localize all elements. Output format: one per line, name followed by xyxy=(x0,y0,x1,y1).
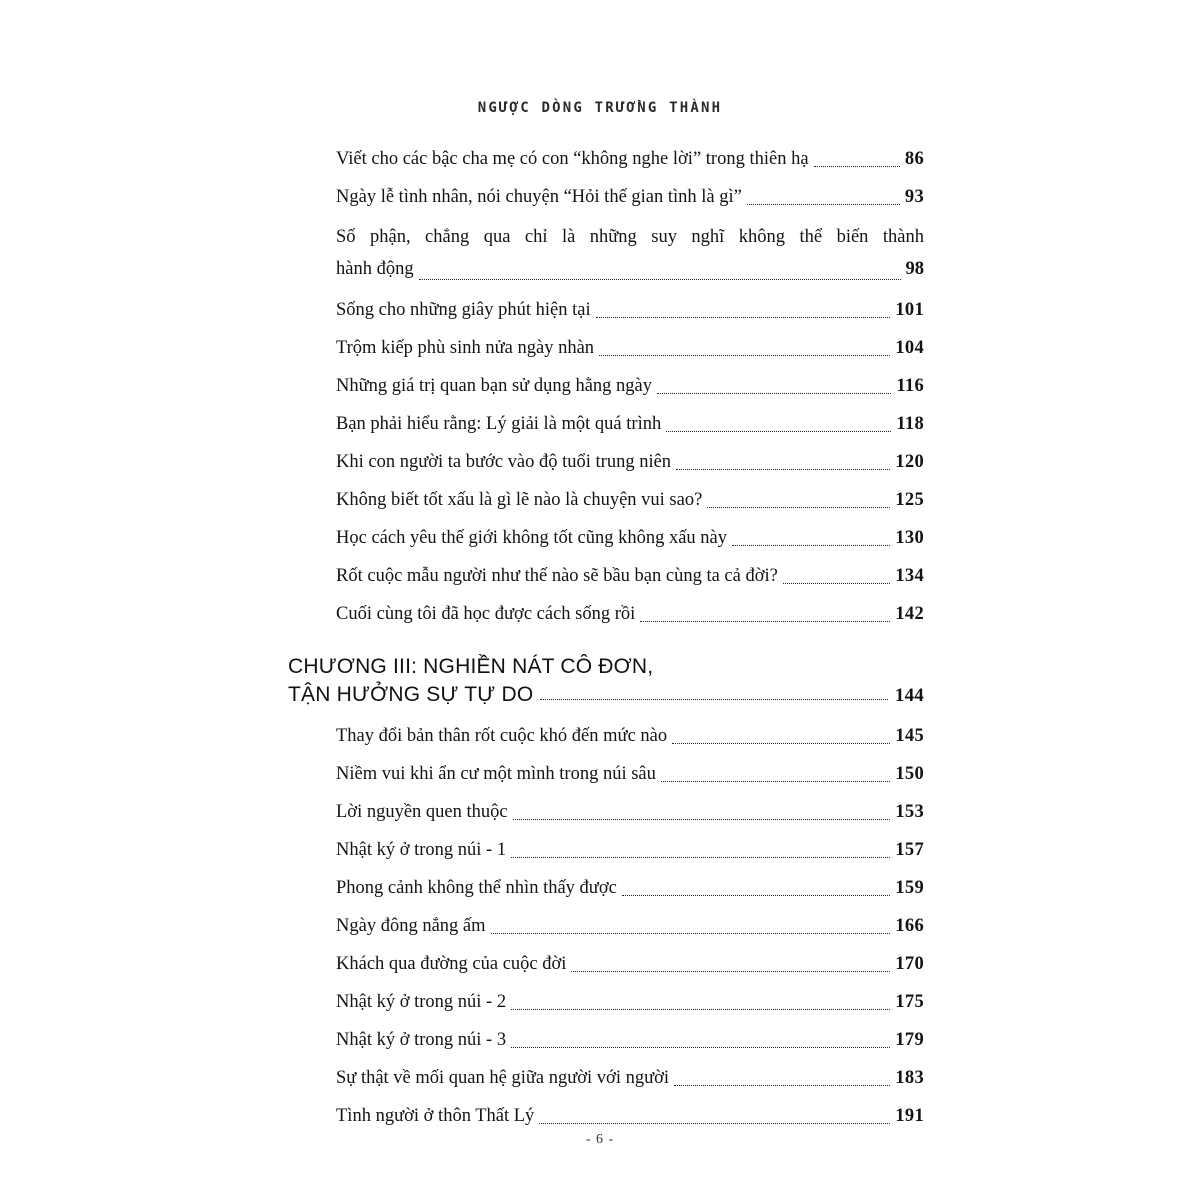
dot-leader xyxy=(511,1046,890,1048)
dot-leader xyxy=(676,468,890,470)
toc-entry-title: Học cách yêu thế giới không tốt cũng không xấu này xyxy=(336,527,727,548)
toc-entry[interactable] xyxy=(288,799,924,826)
toc-entry-page: 170 xyxy=(895,953,924,974)
dot-leader xyxy=(571,970,890,972)
dot-leader xyxy=(622,894,891,896)
toc-entry-title: Ngày lễ tình nhân, nói chuyện “Hỏi thế gian tình là gì” xyxy=(336,187,742,207)
toc-entry-page: 183 xyxy=(895,1067,924,1088)
toc-entry-title: Cuối cùng tôi đã học được cách sống rồi xyxy=(336,603,636,624)
toc-entry-page: 175 xyxy=(895,991,924,1012)
toc-entry-title: Niềm vui khi ẩn cư một mình trong núi sâu xyxy=(336,763,656,784)
toc-entry-page: 130 xyxy=(895,527,924,548)
toc-entry-title: Bạn phải hiểu rằng: Lý giải là một quá trình xyxy=(336,413,662,434)
toc-entry-title: Trộm kiếp phù sinh nửa ngày nhàn xyxy=(336,337,595,358)
toc-entry-page: 125 xyxy=(895,489,924,510)
chapter-title-line2: TẬN HƯỞNG SỰ TỰ DO xyxy=(288,682,534,706)
chapter-page: 144 xyxy=(894,684,924,706)
toc-entry-title: Lời nguyền quen thuộc xyxy=(336,801,508,822)
dot-leader xyxy=(419,278,901,280)
running-head: NGƯỢC DÒNG TRƯỞNG THÀNH xyxy=(477,100,723,116)
toc-entry-page: 166 xyxy=(895,915,924,936)
toc-entry-page: 150 xyxy=(895,763,924,784)
toc-entry-title: Ngày đông nắng ấm xyxy=(336,915,486,936)
toc-entry-title-line1: Số phận, chẳng qua chỉ là những suy nghĩ không thể biến thành xyxy=(336,227,924,247)
toc-entry[interactable] xyxy=(288,373,924,400)
toc-entry[interactable] xyxy=(288,1027,924,1054)
toc-entry-title: Khi con người ta bước vào độ tuổi trung niên xyxy=(336,451,672,472)
toc-entry-page: 179 xyxy=(895,1029,924,1050)
dot-leader xyxy=(666,430,891,432)
dot-leader xyxy=(599,354,890,356)
dot-leader xyxy=(657,392,891,394)
toc-entry-page: 116 xyxy=(896,375,924,396)
dot-leader xyxy=(707,506,890,508)
toc-entry[interactable] xyxy=(288,875,924,902)
toc-entry[interactable] xyxy=(288,146,924,173)
toc-entry[interactable] xyxy=(288,989,924,1016)
toc-entry-page: 191 xyxy=(895,1105,924,1126)
toc-entry[interactable] xyxy=(288,563,924,590)
dot-leader xyxy=(511,856,890,858)
toc-entry-page: 145 xyxy=(895,725,924,746)
toc-entry-title: Rốt cuộc mẫu người như thế nào sẽ bầu bạn cùng ta cả đời? xyxy=(336,565,778,586)
dot-leader xyxy=(783,582,890,584)
toc-entry-page: 98 xyxy=(905,258,924,279)
dot-leader xyxy=(672,742,890,744)
dot-leader xyxy=(513,818,891,820)
dot-leader xyxy=(747,203,900,205)
toc-entry-page: 118 xyxy=(896,413,924,434)
toc-entry-title: Nhật ký ở trong núi - 2 xyxy=(336,991,507,1012)
toc-entry[interactable] xyxy=(288,951,924,978)
dot-leader xyxy=(640,620,890,622)
toc-entry-title: Tình người ở thôn Thất Lý xyxy=(336,1105,535,1126)
page-folio: - 6 - xyxy=(585,1132,615,1147)
table-of-contents xyxy=(288,146,924,1141)
toc-entry-page: 153 xyxy=(895,801,924,822)
toc-entry-page: 86 xyxy=(904,149,924,169)
toc-entry-title: Viết cho các bậc cha mẹ có con “không nghe lời” trong thiên hạ xyxy=(336,149,809,169)
dot-leader xyxy=(661,780,890,782)
toc-entry-page: 120 xyxy=(895,451,924,472)
toc-entry-page: 104 xyxy=(895,337,924,358)
dot-leader xyxy=(511,1008,890,1010)
toc-chapter-heading[interactable] xyxy=(288,655,924,707)
toc-entry-page: 101 xyxy=(895,299,924,320)
toc-entry-title: Nhật ký ở trong núi - 3 xyxy=(336,1029,507,1050)
toc-entry[interactable] xyxy=(288,487,924,514)
dot-leader xyxy=(732,544,890,546)
toc-entry-page: 134 xyxy=(895,565,924,586)
toc-entry[interactable] xyxy=(288,297,924,324)
toc-entry[interactable] xyxy=(288,449,924,476)
toc-entry[interactable] xyxy=(288,723,924,750)
toc-entry[interactable] xyxy=(288,761,924,788)
toc-entry-title: Không biết tốt xấu là gì lẽ nào là chuyện vui sao? xyxy=(336,489,703,510)
toc-entry-title-line2: hành động xyxy=(336,258,414,279)
dot-leader xyxy=(596,316,891,318)
dot-leader xyxy=(814,165,900,167)
toc-entry-title: Nhật ký ở trong núi - 1 xyxy=(336,839,507,860)
toc-entry-title: Thay đổi bản thân rốt cuộc khó đến mức nào xyxy=(336,725,668,746)
toc-entry-page: 93 xyxy=(904,187,924,207)
toc-entry-page: 142 xyxy=(895,603,924,624)
toc-entry[interactable] xyxy=(288,601,924,628)
toc-entry[interactable] xyxy=(288,1065,924,1092)
toc-entry[interactable] xyxy=(288,913,924,940)
toc-entry[interactable] xyxy=(288,1103,924,1130)
dot-leader xyxy=(540,698,888,700)
toc-entry-title: Sống cho những giây phút hiện tại xyxy=(336,299,591,320)
toc-entry-title: Phong cảnh không thể nhìn thấy được xyxy=(336,877,617,898)
chapter-title-line1: CHƯƠNG III: NGHIỀN NÁT CÔ ĐƠN, xyxy=(288,654,654,678)
toc-entry[interactable] xyxy=(288,525,924,552)
toc-entry[interactable] xyxy=(288,411,924,438)
toc-entry-page: 159 xyxy=(895,877,924,898)
toc-entry[interactable] xyxy=(288,222,924,286)
toc-entry-title: Sự thật về mối quan hệ giữa người với người xyxy=(336,1067,670,1088)
toc-entry-page: 157 xyxy=(895,839,924,860)
dot-leader xyxy=(674,1084,890,1086)
dot-leader xyxy=(491,932,891,934)
toc-entry-title: Khách qua đường của cuộc đời xyxy=(336,953,567,974)
toc-entry[interactable] xyxy=(288,837,924,864)
dot-leader xyxy=(539,1122,890,1124)
toc-entry[interactable] xyxy=(288,184,924,211)
toc-entry-title: Những giá trị quan bạn sử dụng hằng ngày xyxy=(336,375,652,396)
toc-entry[interactable] xyxy=(288,335,924,362)
